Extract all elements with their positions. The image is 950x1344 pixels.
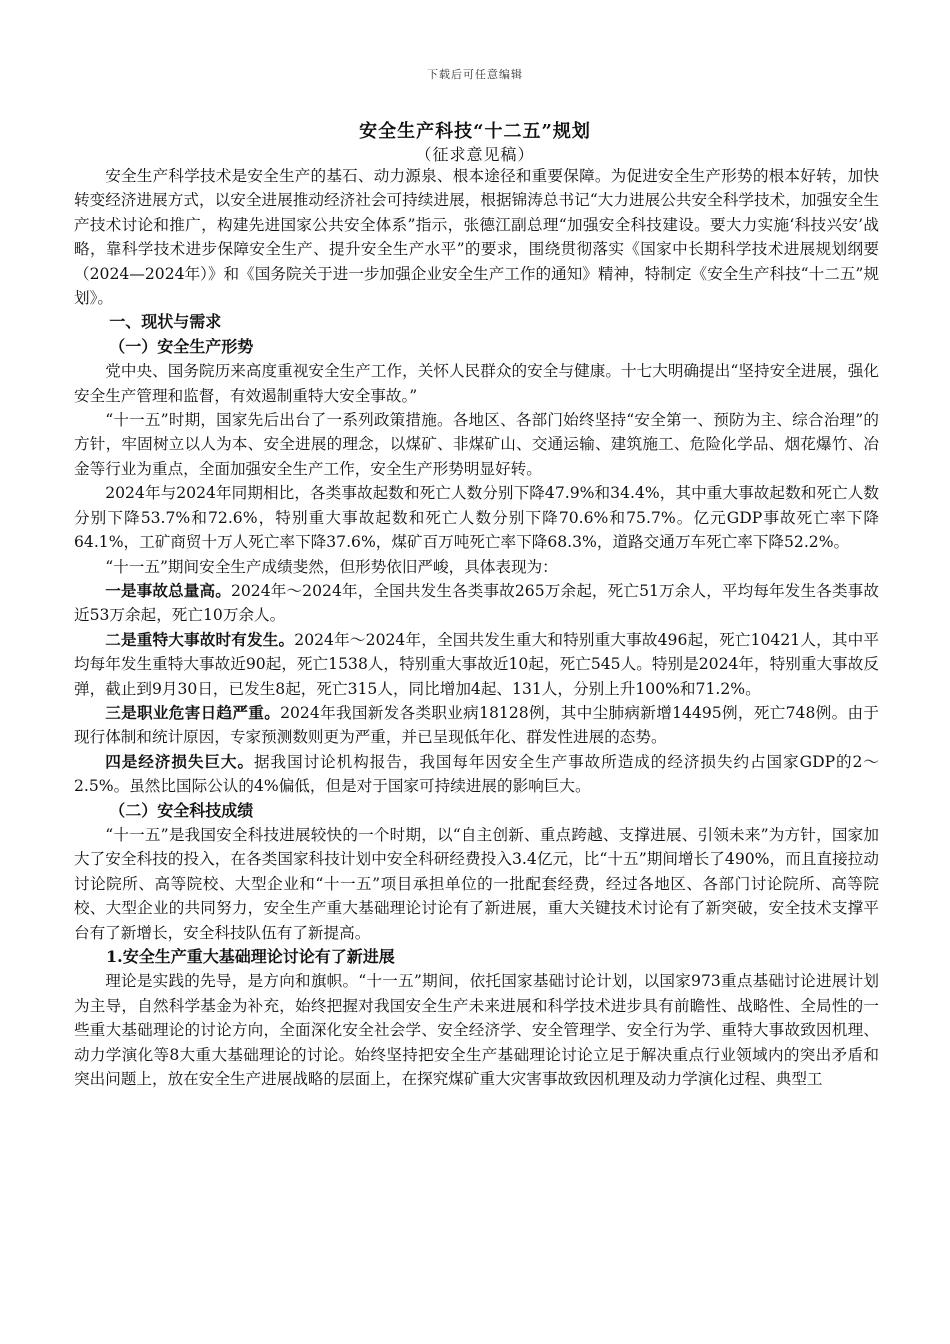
point-3-text: 2024年我国新发各类职业病18128例，其中尘肺病新增14495例，死亡748例。由于现行体制和统计原因，专家预测数则更为严重，并已呈现低年化、群发性进展的态势。 (74, 703, 879, 747)
paragraph-situation-1: 党中央、国务院历来高度重视安全生产工作，关怀人民群众的安全与健康。十七大明确提出“坚持安全进展，强化安全生产管理和监督，有效遏制重特大安全事故。” (74, 362, 879, 405)
point-1-text: 2024年～2024年，全国共发生各类事故265万余起，死亡51万余人，平均每年发生各类事故近53万余起，死亡10万余人。 (74, 581, 879, 625)
paragraph-intro: 安全生产科学技术是安全生产的基石、动力源泉、根本途径和重要保障。为促进安全生产形势的根本好转，加快转变经济进展方式，以安全进展推动经济社会可持续进展，根据锦涛总书记“大力进展公共安全科学技术，加强安全生产技术讨论和推广，构建先进国家公共安全体系”指示，张德江副总理“加强安全科技建设。要大力实施‘科技兴安’战略，靠科学技术进步保障安全生产、提升安全生产水平”的要求，围绕贯彻落实《国家中长期科学技术进展规划纲要（2024—2024年）》和《国务院关于进一步加强企业安全生产工作的通知》精神，特制定《安全生产科技“十二五”规划》。 (74, 167, 879, 308)
header-note: 下载后可任意编辑 (427, 68, 523, 81)
heading-situation: （一）安全生产形势 (109, 336, 254, 356)
paragraph-point-4 (74, 750, 879, 799)
paragraph-point-3 (74, 701, 879, 750)
point-2-text: 2024年～2024年，全国共发生重大和特别重大事故496起，死亡10421人，其中平均每年发生重特大事故近90起，死亡1538人，特别重大事故近10起，死亡545人。特别是2024年，特别重大事故反弹，截止到9月30日，已发生8起，死亡315人，同比增加4起、131人，分别上升100%和71.2%。 (74, 630, 879, 698)
heading-achievements: （二）安全科技成绩 (109, 800, 254, 820)
heading-status: 一、现状与需求 (109, 312, 222, 332)
document-title: 安全生产科技“十二五”规划 (359, 121, 591, 142)
point-1-lead: 一是事故总量高。 (105, 580, 231, 600)
point-4-lead: 四是经济损失巨大。 (105, 751, 254, 771)
paragraph-achievements-1: “十一五”是我国安全科技进展较快的一个时期，以“自主创新、重点跨越、支撑进展、引领未来”为方针，国家加大了安全科技的投入，在各类国家科技计划中安全科研经费投入3.4亿元，比“十五”期间增长了490%，而且直接拉动讨论院所、高等院校、大型企业和“十一五”项目承担单位的一批配套经费，经过各地区、各部门讨论院所、高等院校、大型企业的共同努力，安全生产重大基础理论讨论有了新进展，重大关键技术讨论有了新突破，安全技术支撑平台有了新增长，安全科技队伍有了新提高。 (74, 825, 879, 942)
document-subtitle: （征求意见稿） (415, 145, 535, 164)
point-4-text: 据我国讨论机构报告，我国每年因安全生产事故所造成的经济损失约占国家GDP的2～2.5%。虽然比国际公认的4%偏低，但是对于国家可持续进展的影响巨大。 (74, 752, 879, 796)
heading-theory: 1.安全生产重大基础理论讨论有了新进展 (106, 947, 395, 966)
paragraph-situation-3: 2024年与2024年同期相比，各类事故起数和死亡人数分别下降47.9%和34.4%，其中重大事故起数和死亡人数分别下降53.7%和72.6%，特别重大事故起数和死亡人数分别下降70.6%和75.7%。亿元GDP事故死亡率下降64.1%，工矿商贸十万人死亡率下降37.6%，煤矿百万吨死亡率下降68.3%，道路交通万车死亡率下降52.2%。 (74, 484, 879, 552)
paragraph-theory-1: 理论是实践的先导，是方向和旗帜。“十一五”期间，依托国家基础讨论计划，以国家973重点基础讨论进展计划为主导，自然科学基金为补充，始终把握对我国安全生产未来进展和科学技术进步具有前瞻性、战略性、全局性的一些重大基础理论的讨论方向，全面深化安全社会学、安全经济学、安全管理学、安全行为学、重特大事故致因机理、动力学演化等8大重大基础理论的讨论。始终坚持把安全生产基础理论讨论立足于解决重点行业领域内的突出矛盾和突出问题上，放在安全生产进展战略的层面上，在探究煤矿重大灾害事故致因机理及动力学演化过程、典型工 (74, 972, 879, 1089)
paragraph-situation-2: “十一五”时期，国家先后出台了一系列政策措施。各地区、各部门始终坚持“安全第一、预防为主、综合治理”的方针，牢固树立以人为本、安全进展的理念，以煤矿、非煤矿山、交通运输、建筑施工、危险化学品、烟花爆竹、冶金等行业为重点，全面加强安全生产工作，安全生产形势明显好转。 (74, 411, 879, 478)
paragraph-point-1 (74, 579, 879, 628)
paragraph-situation-4: “十一五”期间安全生产成绩斐然，但形势依旧严峻，具体表现为： (105, 557, 558, 576)
paragraph-point-2 (74, 628, 879, 701)
document-body (74, 164, 879, 1091)
point-2-lead: 二是重特大事故时有发生。 (105, 629, 295, 649)
point-3-lead: 三是职业危害日趋严重。 (105, 702, 281, 722)
